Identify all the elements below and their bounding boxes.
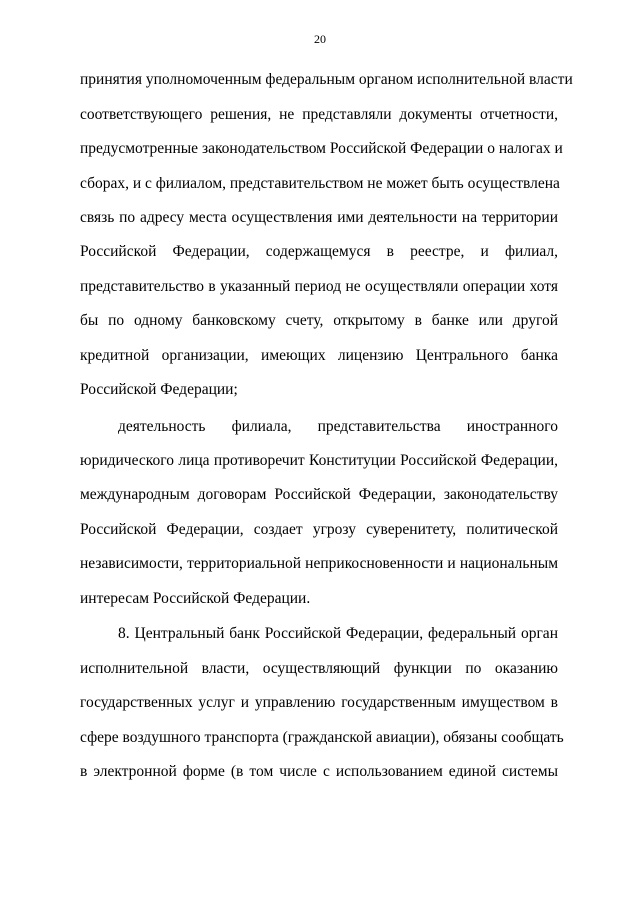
text-line: юридического лица противоречит Конституции Российской Федерации, — [80, 452, 558, 469]
text-line: Российской Федерации, содержащемуся в реестре, и филиал, — [80, 243, 558, 260]
text-line: представительство в указанный период не осуществляли операции хотя — [80, 278, 558, 295]
text-line: принятия уполномоченным федеральным органом исполнительной власти — [80, 71, 573, 88]
text-line: Российской Федерации; — [80, 381, 238, 398]
text-line: связь по адресу места осуществления ими деятельности на территории — [80, 209, 558, 226]
text-line: исполнительной власти, осуществляющий функции по оказанию — [80, 660, 558, 677]
text-line: международным договорам Российской Федерации, законодательству — [80, 486, 558, 503]
text-line: государственных услуг и управлению государственным имуществом в — [80, 694, 558, 711]
text-line: соответствующего решения, не представляли документы отчетности, — [80, 106, 558, 123]
text-line: сборах, и с филиалом, представительством не может быть осуществлена — [80, 175, 560, 192]
text-line: Российской Федерации, создает угрозу суверенитету, политической — [80, 521, 558, 538]
text-line: предусмотренные законодательством Российской Федерации о налогах и — [80, 140, 563, 157]
text-line: бы по одному банковскому счету, открытому в банке или другой — [80, 312, 558, 329]
text-line: интересам Российской Федерации. — [80, 590, 311, 607]
text-line: сфере воздушного транспорта (гражданской авиации), обязаны сообщать — [80, 729, 564, 746]
text-line: независимости, территориальной неприкосновенности и национальным — [80, 555, 558, 572]
text-line: кредитной организации, имеющих лицензию Центрального банка — [80, 347, 558, 364]
text-line: 8. Центральный банк Российской Федерации, федеральный орган — [118, 625, 558, 642]
text-line: в электронной форме (в том числе с использованием единой системы — [80, 763, 558, 780]
text-line: деятельность филиала, представительства иностранного — [118, 418, 558, 435]
page-number: 20 — [314, 32, 326, 46]
